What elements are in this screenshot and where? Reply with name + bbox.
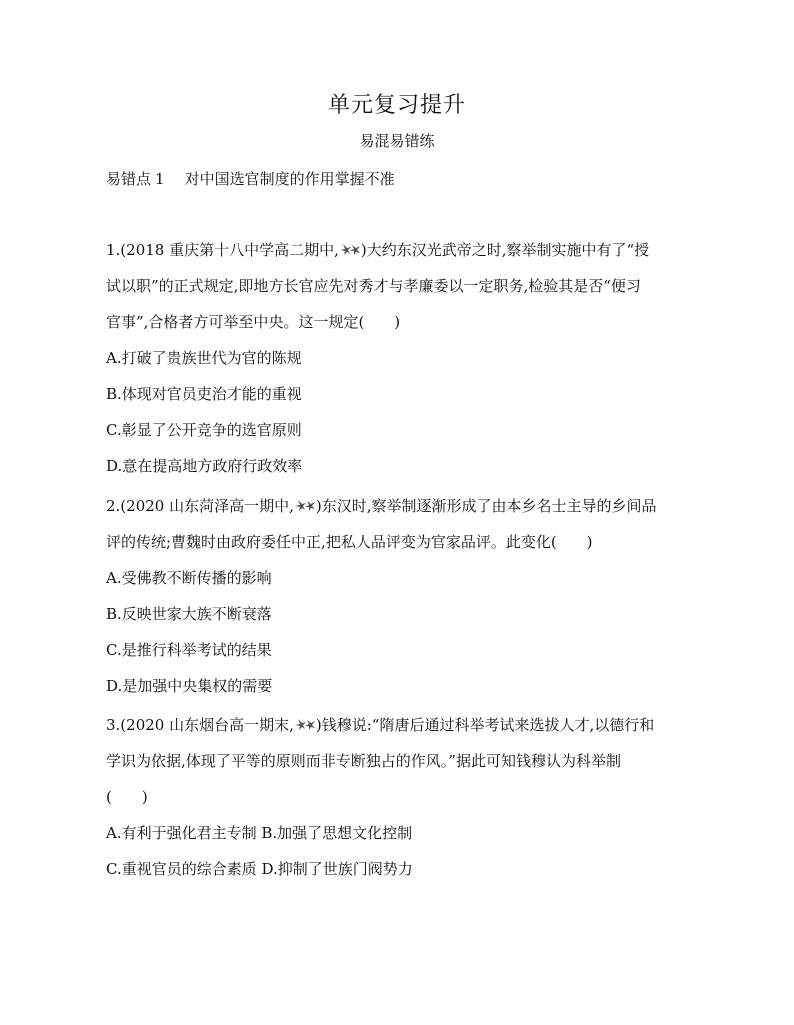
section-number: 1 — [155, 170, 165, 188]
page-subtitle: 易混易错练 — [359, 132, 435, 150]
question-3-line-1 — [106, 707, 696, 743]
question-1-stem-start: )大约东汉光武帝之时,察举制实施中有了“授 — [360, 241, 650, 259]
section-label: 易错点 — [106, 170, 152, 188]
page-title: 单元复习提升 — [327, 93, 466, 118]
difficulty-stars-icon — [339, 242, 361, 256]
question-3-stem-start: )钱穆说:“隋唐后通过科举考试来选拔人才,以德行和 — [315, 716, 655, 734]
difficulty-stars-icon — [294, 498, 316, 512]
question-2-option-a: A.受佛教不断传播的影响 — [106, 569, 272, 587]
section-heading — [106, 168, 395, 189]
question-2 — [106, 488, 696, 704]
question-1-line-1 — [106, 232, 696, 268]
question-3 — [106, 707, 696, 887]
question-2-source: 2.(2020 山东菏泽高一期中, — [106, 497, 294, 515]
difficulty-stars-icon — [294, 717, 316, 731]
question-2-stem-start: )东汉时,察举制逐渐形成了由本乡名士主导的乡间品 — [315, 497, 657, 515]
question-1-option-c: C.彰显了公开竞争的选官原则 — [106, 421, 302, 439]
question-3-source: 3.(2020 山东烟台高一期末, — [106, 716, 294, 734]
question-1-option-b: B.体现对官员吏治才能的重视 — [106, 385, 302, 403]
question-1-option-a: A.打破了贵族世代为官的陈规 — [106, 349, 302, 367]
question-3-line-3: ( ) — [106, 788, 148, 806]
question-1 — [106, 232, 696, 484]
question-2-option-d: D.是加强中央集权的需要 — [106, 677, 273, 695]
question-1-line-3: 官事”,合格者方可举至中央。这一规定( ) — [106, 313, 401, 331]
question-2-option-b: B.反映世家大族不断衰落 — [106, 605, 272, 623]
section-text: 对中国选官制度的作用掌握不准 — [184, 170, 395, 188]
question-3-line-2: 学识为依据,体现了平等的原则而非专断独占的作风。”据此可知钱穆认为科举制 — [106, 752, 621, 770]
question-1-line-2: 试以职”的正式规定,即地方长官应先对秀才与孝廉委以一定职务,检验其是否“便习 — [106, 277, 641, 295]
question-3-options-ab: A.有利于强化君主专制 B.加强了思想文化控制 — [106, 824, 413, 842]
question-1-source: 1.(2018 重庆第十八中学高二期中, — [106, 241, 339, 259]
question-2-option-c: C.是推行科举考试的结果 — [106, 641, 272, 659]
question-1-option-d: D.意在提高地方政府行政效率 — [106, 457, 303, 475]
question-2-line-1 — [106, 488, 696, 524]
question-3-options-cd: C.重视官员的综合素质 D.抑制了世族门阀势力 — [106, 860, 413, 878]
question-2-line-2: 评的传统;曹魏时由政府委任中正,把私人品评变为官家品评。此变化( ) — [106, 533, 593, 551]
